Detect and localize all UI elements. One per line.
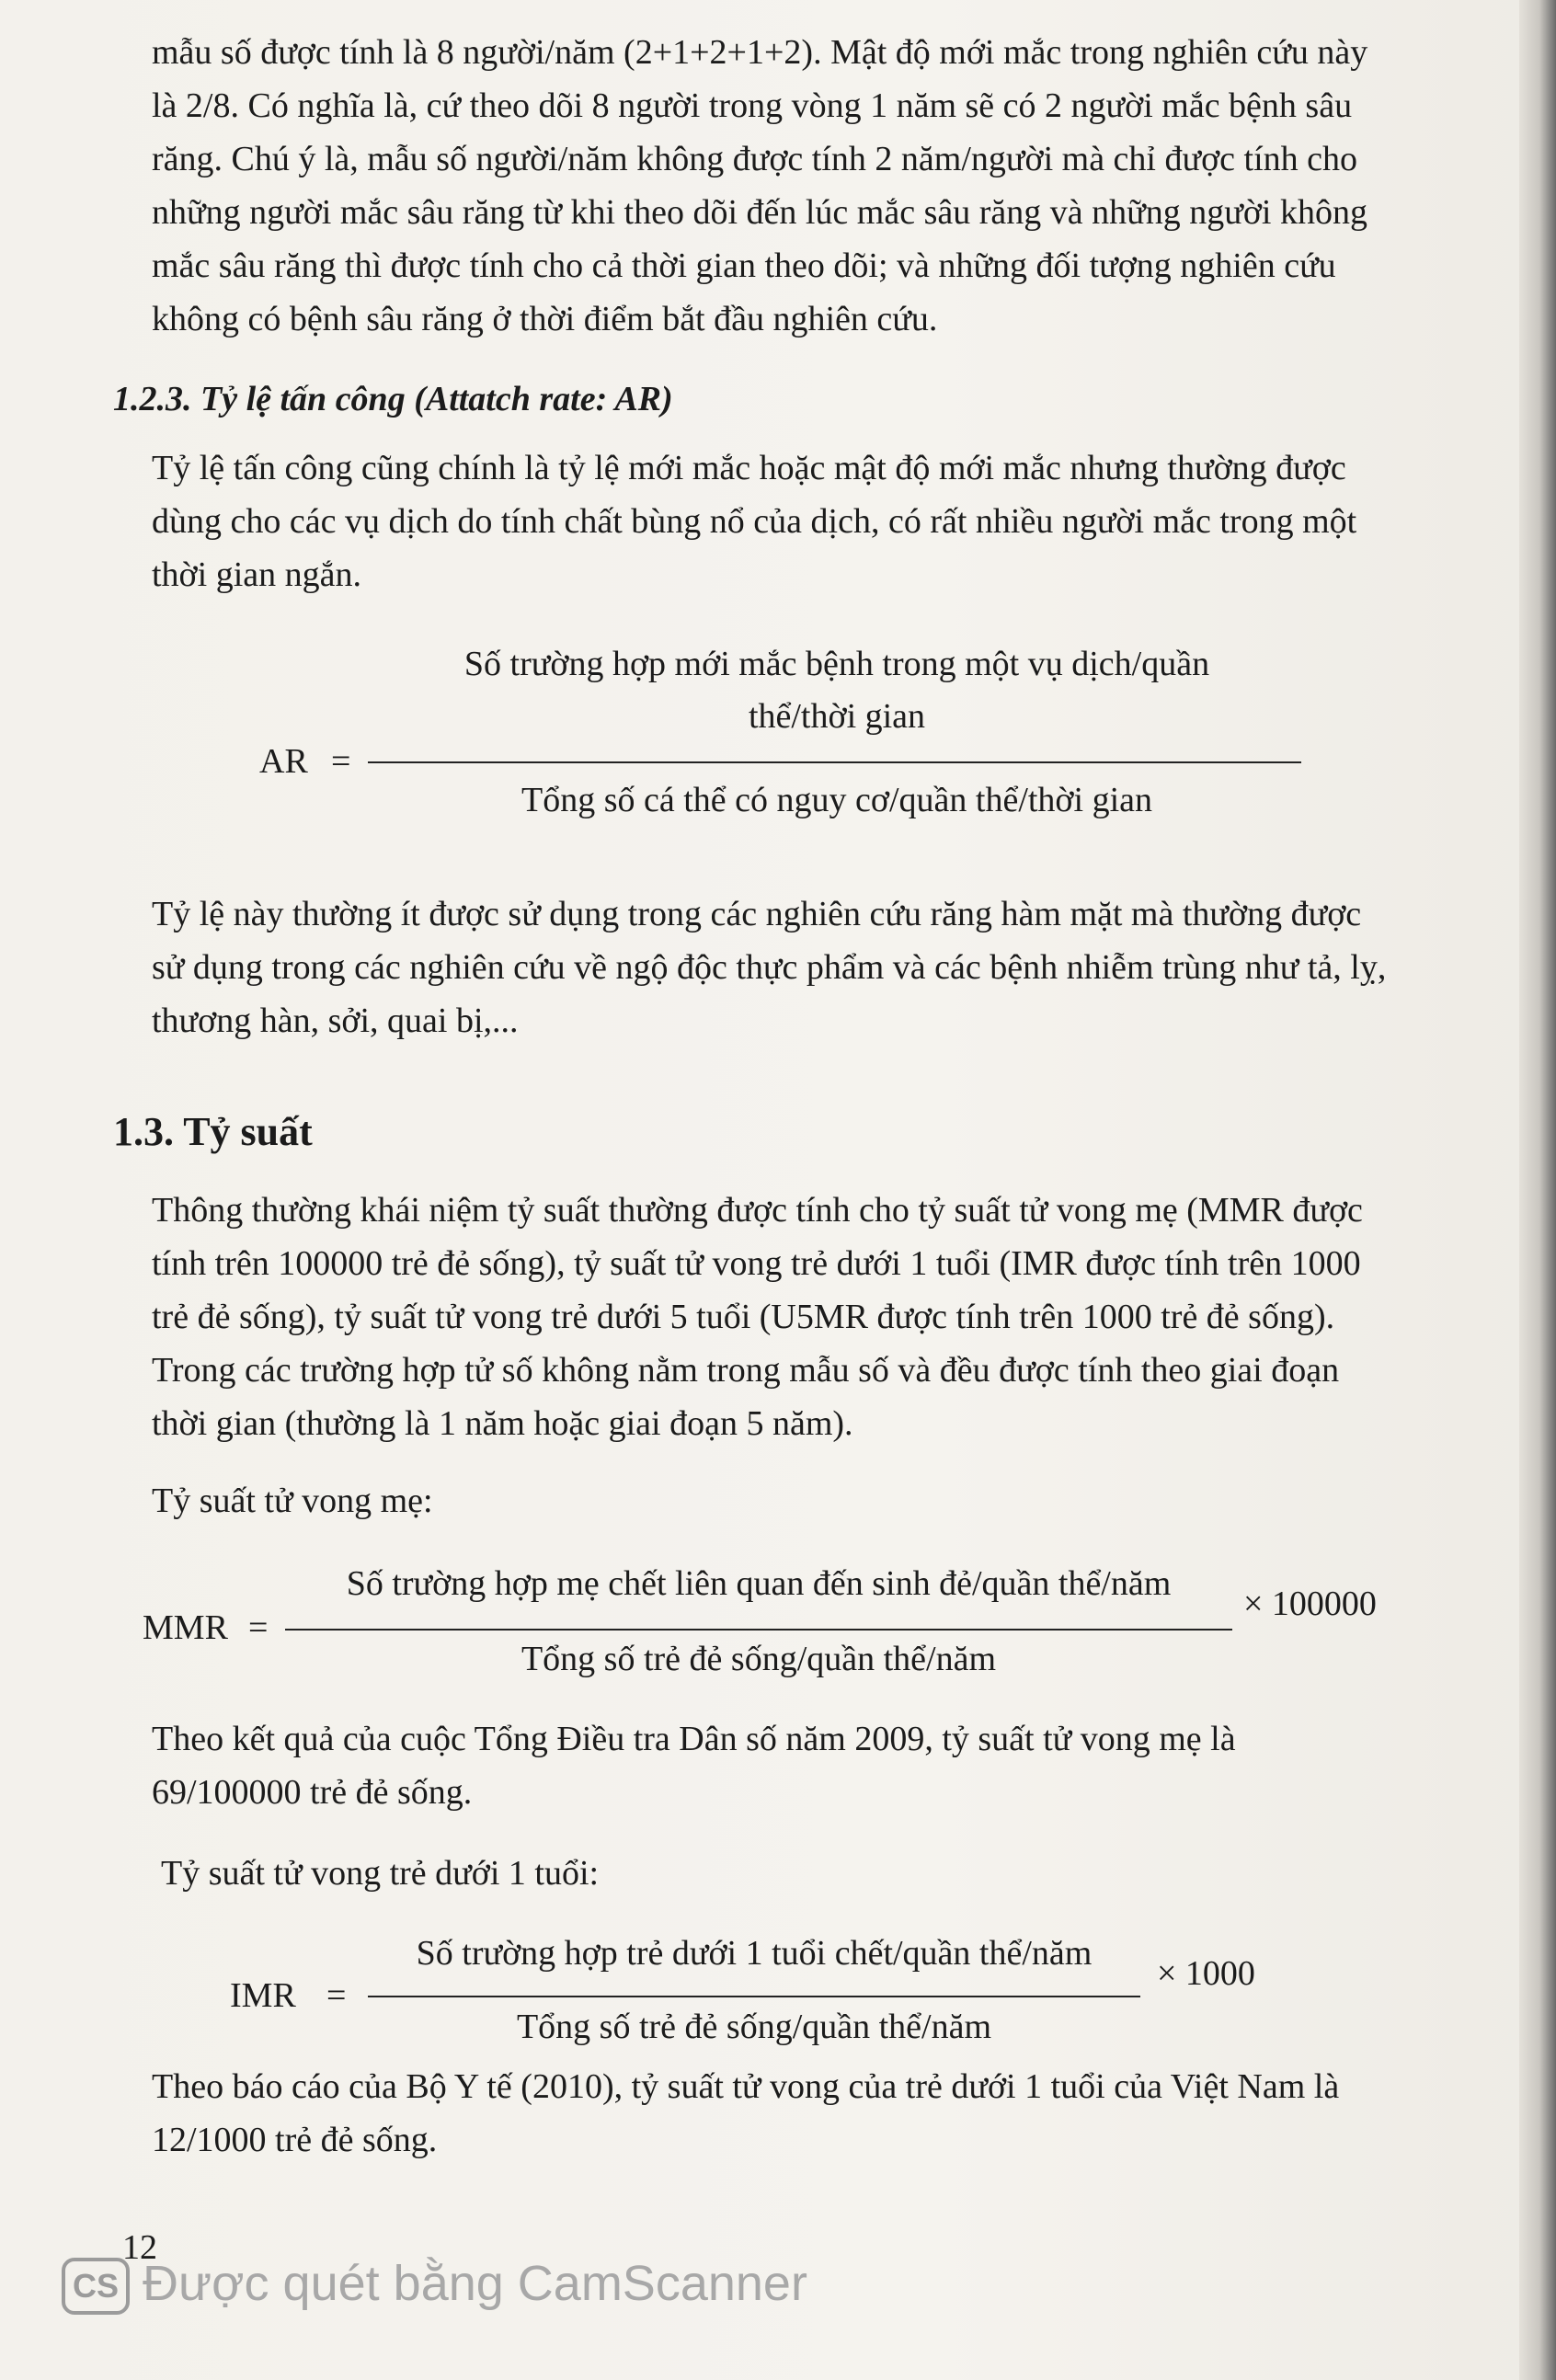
imr-result-paragraph <box>152 2060 1458 2167</box>
mmr-fraction-bar <box>285 1629 1232 1631</box>
section-123-heading: 1.2.3. Tỷ lệ tấn công (Attatch rate: AR) <box>113 380 673 418</box>
paragraph-line: sử dụng trong các nghiên cứu về ngộ độc thực phẩm và các bệnh nhiễm trùng như tả, lỵ, <box>152 948 1387 987</box>
paragraph-line: thời gian (thường là 1 năm hoặc giai đoạn 5 năm). <box>152 1404 853 1443</box>
mmr-result-paragraph <box>152 1712 1458 1819</box>
ar-numerator-line2: thể/thời gian <box>748 697 926 736</box>
ar-label: AR <box>259 742 308 781</box>
camscanner-watermark: Được quét bằng CamScanner <box>143 2256 807 2311</box>
paragraph-line: thời gian ngắn. <box>152 555 361 594</box>
ar-equals: = <box>331 742 351 781</box>
paragraph-line: Trong các trường hợp tử số không nằm trong mẫu số và đều được tính theo giai đoạn <box>152 1351 1340 1390</box>
intro-line: những người mắc sâu răng từ khi theo dõi đến lúc mắc sâu răng và những người không <box>152 193 1367 232</box>
intro-line: là 2/8. Có nghĩa là, cứ theo dõi 8 người trong vòng 1 năm sẽ có 2 người mắc bệnh sâu <box>152 86 1353 125</box>
intro-line: mẫu số được tính là 8 người/năm (2+1+2+1+2). Mật độ mới mắc trong nghiên cứu này <box>152 33 1368 72</box>
intro-line: không có bệnh sâu răng ở thời điểm bắt đầu nghiên cứu. <box>152 300 938 338</box>
mmr-multiplier: × 100000 <box>1243 1585 1377 1623</box>
mmr-label: MMR <box>143 1608 228 1647</box>
imr-fraction-bar <box>368 1996 1140 1997</box>
intro-line: răng. Chú ý là, mẫu số người/năm không được tính 2 năm/người mà chỉ được tính cho <box>152 140 1358 178</box>
camscanner-logo-icon: CS <box>62 2258 130 2315</box>
paragraph-line: dùng cho các vụ dịch do tính chất bùng nổ của dịch, có rất nhiều người mắc trong một <box>152 502 1357 541</box>
imr-equals: = <box>326 1976 347 2015</box>
page-edge-shadow <box>1519 0 1556 2380</box>
paragraph-line: 12/1000 trẻ đẻ sống. <box>152 2121 438 2159</box>
paragraph-line: Tỷ lệ này thường ít được sử dụng trong các nghiên cứu răng hàm mặt mà thường được <box>152 895 1362 933</box>
paragraph-line: tính trên 100000 trẻ đẻ sống), tỷ suất tử vong trẻ dưới 1 tuổi (IMR được tính trên 1000 <box>152 1244 1361 1283</box>
paragraph-line: Thông thường khái niệm tỷ suất thường được tính cho tỷ suất tử vong mẹ (MMR được <box>152 1191 1363 1230</box>
imr-multiplier: × 1000 <box>1157 1954 1255 1993</box>
imr-intro: Tỷ suất tử vong trẻ dưới 1 tuổi: <box>161 1854 600 1893</box>
paragraph-line: trẻ đẻ sống), tỷ suất tử vong trẻ dưới 5 tuổi (U5MR được tính trên 1000 trẻ đẻ sống). <box>152 1298 1335 1336</box>
paragraph-line: thương hàn, sởi, quai bị,... <box>152 1001 519 1040</box>
intro-line: mắc sâu răng thì được tính cho cả thời gian theo dõi; và những đối tượng nghiên cứu <box>152 246 1336 285</box>
paragraph-line: Tỷ lệ tấn công cũng chính là tỷ lệ mới mắc hoặc mật độ mới mắc nhưng thường được <box>152 449 1346 487</box>
section-13-heading: 1.3. Tỷ suất <box>113 1109 313 1154</box>
section-13-paragraph <box>152 1184 1458 1450</box>
imr-label: IMR <box>230 1976 296 2015</box>
ar-fraction-bar <box>368 761 1301 763</box>
mmr-numerator: Số trường hợp mẹ chết liên quan đến sinh đẻ/quần thể/năm <box>346 1564 1172 1603</box>
mmr-intro: Tỷ suất tử vong mẹ: <box>152 1482 433 1520</box>
imr-denominator: Tổng số trẻ đẻ sống/quần thể/năm <box>516 2008 992 2046</box>
page-number: 12 <box>122 2228 157 2267</box>
paragraph-line: Theo kết quả của cuộc Tổng Điều tra Dân số năm 2009, tỷ suất tử vong mẹ là <box>152 1720 1236 1758</box>
section-123-paragraph-2 <box>152 887 1458 1047</box>
mmr-denominator: Tổng số trẻ đẻ sống/quần thể/năm <box>521 1640 997 1678</box>
ar-numerator-line1: Số trường hợp mới mắc bệnh trong một vụ dịch/quần <box>463 645 1210 683</box>
intro-paragraph <box>152 26 1458 346</box>
ar-denominator: Tổng số cá thể có nguy cơ/quần thể/thời gian <box>521 781 1153 819</box>
paragraph-line: Theo báo cáo của Bộ Y tế (2010), tỷ suất tử vong của trẻ dưới 1 tuổi của Việt Nam là <box>152 2067 1340 2106</box>
section-123-paragraph <box>152 441 1458 601</box>
paragraph-line: 69/100000 trẻ đẻ sống. <box>152 1773 473 1812</box>
mmr-equals: = <box>248 1608 269 1647</box>
imr-numerator: Số trường hợp trẻ dưới 1 tuổi chết/quần thể/năm <box>416 1934 1093 1973</box>
